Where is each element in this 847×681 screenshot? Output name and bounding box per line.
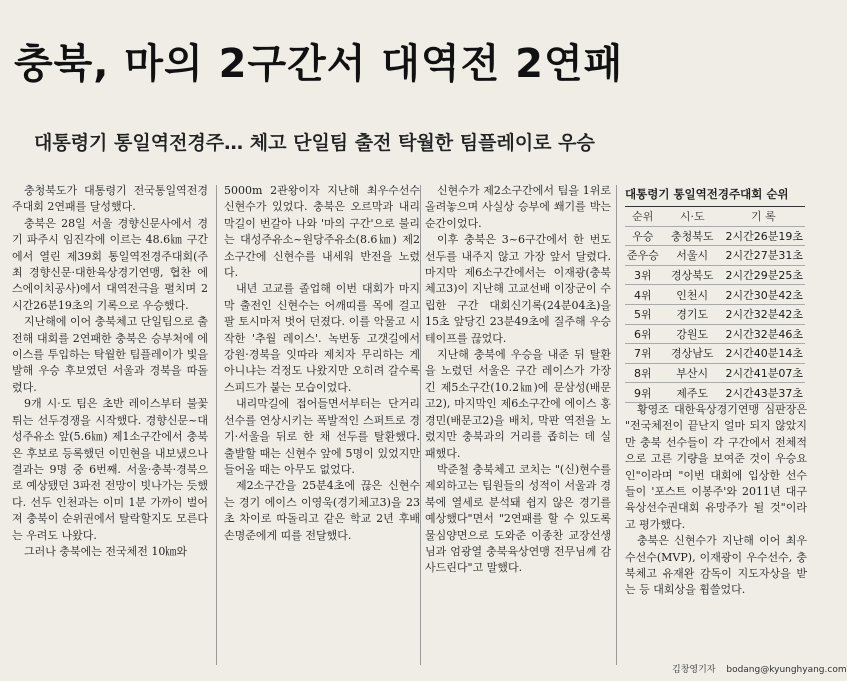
paragraph: 충북은 28일 서울 경향신문사에서 경기 파주시 임진각에 이르는 48.6㎞ 구간에서 열린 제39회 통일역전경주대회(주최 경향신문·대한육상경기연맹, 협찬 에스에이치공사)에서 대역전극을 펼치며 2시간26분19초의 기록으로 우승했다. [12, 216, 208, 312]
header-region: 시·도 [679, 210, 705, 224]
cell-region: 인천시 [676, 288, 709, 302]
paragraph: 내년 고교를 졸업해 이번 대회가 마지막 출전인 신현수는 어깨띠를 목에 걸고 팔 토시마저 벗어 던졌다. 이를 악물고 시작한 '추월 레이스'. 녹번동 고갯길에서 강원·경북을 잇따라 제치자 무리하는 게 아니냐는 걱정도 나왔지만 오히려 갈수록 스피드가 붙는 모습이었다. [224, 282, 420, 394]
article-column-4 [625, 402, 807, 599]
table-row [625, 305, 805, 325]
article-column-3 [425, 183, 611, 577]
cell-region: 서울시 [676, 249, 709, 263]
cell-record: 2시간30분42초 [725, 288, 803, 302]
paragraph: 이후 충북은 3~6구간에서 한 번도 선두를 내주지 않고 가장 앞서 달렸다. 마지막 제6소구간에서는 이재광(충북체고3)이 지난해 고교선배 이장군이 수립한 구간 대회신기록(24분04초)을 15초 앞당긴 23분49초에 질주해 우승 테이프를 끊었다. [425, 233, 611, 345]
column-divider [616, 185, 617, 665]
article-column-2 [224, 183, 420, 544]
cell-rank: 3위 [633, 269, 652, 283]
paragraph: 신현수가 제2소구간에서 팀을 1위로 올려놓으며 사실상 승부에 쐐기를 박는 순간이었다. [425, 184, 611, 230]
column-divider [420, 185, 421, 665]
cell-rank: 우승 [632, 229, 654, 243]
table-row [625, 344, 805, 364]
table-row [625, 266, 805, 286]
cell-region: 강원도 [676, 327, 709, 341]
cell-record: 2시간41분07초 [725, 367, 803, 381]
paragraph: 제2소구간을 25분4초에 끊은 신현수는 경기 에이스 이영욱(경기체고3)을 23초 차이로 따돌리고 같은 학교 2년 후배 손명준에게 띠를 전달했다. [224, 479, 420, 542]
header-rank: 순위 [632, 210, 654, 224]
cell-record: 2시간32분46초 [725, 327, 803, 341]
ranking-table [625, 186, 805, 403]
byline [672, 662, 847, 675]
article-column-1 [12, 183, 208, 560]
cell-record: 2시간32분42초 [725, 308, 803, 322]
cell-rank: 4위 [633, 288, 652, 302]
table-row [625, 285, 805, 305]
column-divider [216, 185, 217, 665]
cell-rank: 8위 [633, 367, 652, 381]
paragraph: 충북은 신현수가 지난해 이어 최우수선수(MVP), 이재광이 우수선수, 충북체고 유재완 감독이 지도자상을 받는 등 대회상을 휩쓸었다. [625, 534, 807, 597]
paragraph: 지난해에 이어 충북체고 단일팀으로 출전해 대회를 2연패한 충북은 승부처에 에이스를 투입하는 탁월한 팀플레이가 빛을 발해 우승 후보였던 서울과 경북을 따돌렸다. [12, 315, 209, 394]
paragraph: 9개 시·도 팀은 초반 레이스부터 불꽃튀는 선두경쟁을 시작했다. 경향신문~대성주유소 앞(5.6㎞) 제1소구간에서 충북은 후보로 등록했던 이민현을 내보냈으나 결과는 9명 중 6번째. 서울·충북·경북으로 예상됐던 3파전 전망이 빗나가는 듯했다. 선두 인천과는 이미 1분 가까이 벌어져 충북이 순위권에서 탈락할지도 모른다는 우려도 나왔다. [12, 397, 208, 542]
cell-rank: 준우승 [626, 249, 659, 263]
cell-record: 2시간43분37초 [725, 386, 803, 400]
cell-region: 경상북도 [670, 269, 714, 283]
paragraph: 박준철 충북체고 코치는 "(신)현수를 제외하고는 팀원들의 성적이 서울과 경북에 열세로 분석돼 쉽지 않은 경기를 예상했다"면서 "2연패를 할 수 있도록 물심양면으로 도와준 이종찬 교장선생님과 엄광열 충북육상연맹 전무님께 감사드린다"고 말했다. [425, 462, 611, 575]
header-record: 기 록 [751, 210, 776, 224]
paragraph: 충청북도가 대통령기 전국통일역전경주대회 2연패를 달성했다. [12, 184, 208, 214]
table-header-row [625, 207, 805, 227]
cell-rank: 6위 [633, 327, 652, 341]
table-row [625, 246, 805, 266]
cell-rank: 7위 [633, 347, 652, 361]
paragraph: 지난해 충북에 우승을 내준 뒤 탈환을 노렸던 서울은 구간 레이스가 가장 긴 제5소구간(10.2㎞)에 문삼성(배문고2), 마지막인 제6소구간에 에이스 홍경민(배문고2)을 배치, 막판 역전을 노렸지만 충북과의 거리를 좁히는 데 실패했다. [425, 348, 611, 460]
subtitle: 대통령기 통일역전경주… 체고 단일팀 출전 탁월한 팀플레이로 우승 [34, 132, 595, 154]
paragraph: 내리막길에 접어들면서부터는 단거리 선수를 연상시키는 폭발적인 스퍼트로 경기·서울을 뒤로 한 채 선두를 탈환했다. 출발할 때는 신현수 앞에 5명이 있었지만 들어올 때는 아무도 없었다. [224, 397, 420, 476]
author-name: 김창영기자 [672, 665, 716, 675]
table-title: 대통령기 통일역전경주대회 순위 [625, 186, 805, 207]
author-email: bodang@kyunghyang.com [726, 665, 847, 675]
cell-region: 경기도 [676, 308, 709, 322]
table-row [625, 364, 805, 384]
cell-record: 2시간29분25초 [725, 269, 803, 283]
headline: 충북, 마의 2구간서 대역전 2연패 [14, 41, 624, 87]
paragraph: 5000m 2관왕이자 지난해 최우수선수 신현수가 있었다. 충북은 오르막과 내리막길이 번갈아 나와 '마의 구간'으로 불리는 대성주유소~원당주유소(8.6㎞) 제2소구간에 신현수를 내세워 반전을 노렸다. [224, 184, 420, 280]
cell-region: 부산시 [676, 367, 709, 381]
cell-region: 충청북도 [670, 229, 714, 243]
cell-region: 제주도 [676, 386, 709, 400]
table-row [625, 325, 805, 345]
cell-record: 2시간40분14초 [725, 347, 803, 361]
paragraph: 그러나 충북에는 전국체전 10㎞와 [24, 544, 187, 558]
cell-region: 경상남도 [670, 347, 714, 361]
table-row [625, 227, 805, 247]
cell-rank: 5위 [633, 308, 652, 322]
cell-record: 2시간27분31초 [725, 249, 803, 263]
paragraph: 황영조 대한육상경기연맹 심판장은 "전국체전이 끝난지 얼마 되지 않았지만 충북 선수들이 각 구간에서 전체적으로 고른 기량을 보여준 것이 우승요인"이라며 "이번 대회에 입상한 선수들이 '포스트 이봉주'와 2011년 대구육상선수권대회 유망주가 될 것"이라고 평가했다. [625, 403, 807, 531]
cell-rank: 9위 [633, 386, 652, 400]
cell-record: 2시간26분19초 [725, 229, 803, 243]
table-row [625, 383, 805, 403]
